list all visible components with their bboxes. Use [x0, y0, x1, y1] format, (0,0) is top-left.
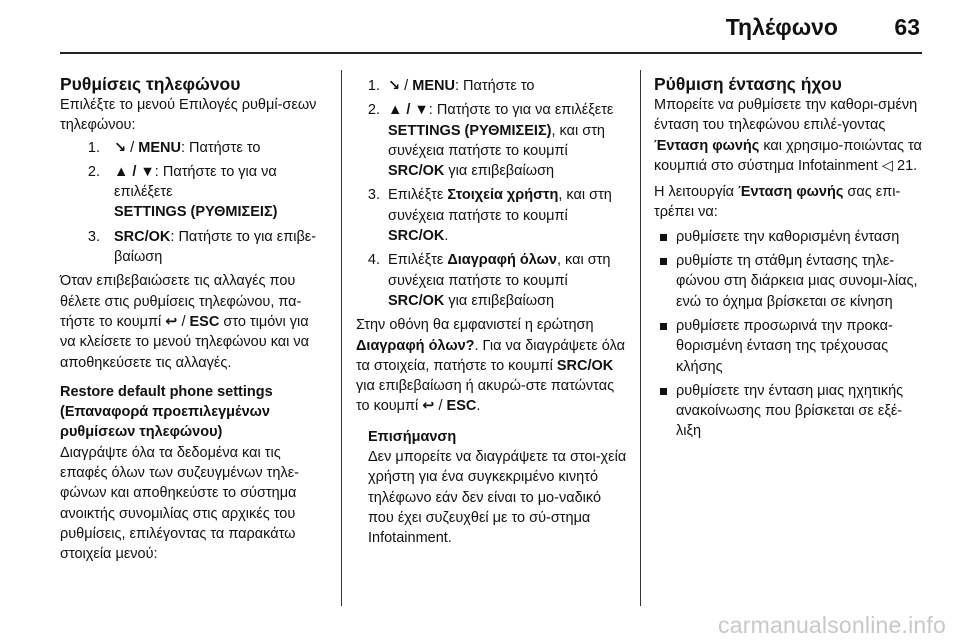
phone-icon: ↘: [114, 139, 127, 156]
list-item: 3. Επιλέξτε Στοιχεία χρήστη, και στη συνέχεια πατήστε το κουμπί SRC/OK.: [367, 187, 612, 245]
list-item: ρυθμίσετε προσωρινά την προκα-θορισμένη ένταση της τρέχουσας κλήσης: [654, 316, 924, 377]
confirm-paragraph: Όταν επιβεβαιώσετε τις αλλαγές που θέλετε στις ρυθμίσεις τηλεφώνου, πα-τήστε το κουμπί ↩ / ESC στο τιμόνι για να κλείσετε το μενού τηλεφώνου και να αποθηκεύσετε τις αλλαγές.: [60, 273, 310, 371]
note-title: Επισήμανση: [368, 428, 457, 445]
list-item: ρυθμίστε τη στάθμη έντασης τηλε-φώνου στη διάρκεια μιας συνομι-λίας, ενώ το όχημα βρίσκεται σε κίνηση: [654, 251, 924, 312]
note-text: Δεν μπορείτε να διαγράψετε τα στοι-χεία χρήστη για ένα συγκεκριμένο κινητό τηλέφωνο εάν δεν είναι το μο-ναδικό που έχει συζευχθεί με το σύ-στημα Infotainment.: [368, 449, 627, 547]
list-item: 3. SRC/OK: Πατήστε το για επιβε-βαίωση: [87, 228, 317, 266]
list-item: ρυθμίσετε την ένταση μιας ηχητικής ανακοίνωσης που βρίσκεται σε εξέ-λιξη: [654, 381, 924, 442]
section-heading-phone-settings: Ρυθμίσεις τηλεφώνου: [60, 74, 241, 94]
page-header: [0, 0, 960, 56]
column-divider: [640, 70, 641, 606]
function-paragraph: Η λειτουργία Ένταση φωνής σας επι-τρέπει να:: [654, 184, 901, 221]
intro-text: Επιλέξτε το μενού Επιλογές ρυθμί-σεων τηλεφώνου:: [60, 97, 317, 134]
restore-paragraph: Διαγράψτε όλα τα δεδομένα και τις επαφές όλων των συζευγμένων τηλε-φώνων και αποθηκεύστε το σύστημα ανοικτής συνομιλίας στις αρχικές του ρυθμίσεις, επιλέγοντας τα παρακάτω στοιχεία μενού:: [60, 444, 299, 563]
note-box: [356, 427, 628, 549]
page-title: Τηλέφωνο: [725, 14, 838, 40]
list-item: 1. ↘ / MENU: Πατήστε το: [60, 138, 328, 158]
steps-list: [60, 138, 328, 268]
list-item: ρυθμίσετε την καθορισμένη ένταση: [654, 227, 924, 247]
steps-list: [356, 76, 628, 311]
arrow-up-down-icon: ▲ / ▼: [388, 102, 429, 119]
back-icon: ↩: [165, 313, 178, 330]
header-rule: [60, 52, 922, 54]
delete-question-paragraph: Στην οθόνη θα εμφανιστεί η ερώτηση Διαγραφή όλων?. Για να διαγράψετε όλα τα στοιχεία, πατήστε το κουμπί SRC/OK για επιβεβαίωση ή ακυρώ-στε πατώντας το κουμπί ↩ / ESC.: [356, 315, 628, 416]
list-item: 4. Επιλέξτε Διαγραφή όλων, και στη συνέχεια πατήστε το κουμπί SRC/OK για επιβεβαίωση: [367, 252, 611, 309]
watermark: carmanualsonline.info: [718, 612, 946, 638]
column-right: [654, 70, 924, 446]
list-item: 1. ↘ / MENU: Πατήστε το: [356, 76, 628, 96]
column-middle: [356, 70, 628, 549]
bullet-list: [654, 227, 924, 442]
volume-paragraph: Μπορείτε να ρυθμίσετε την καθορι-σμένη ένταση του τηλεφώνου επιλέ-γοντας Ένταση φωνής και χρησιμο-ποιώντας τα κουμπιά στο σύστημα Infotainment ◁ 21.: [654, 97, 922, 174]
phone-icon: ↘: [388, 78, 401, 94]
subheading-restore-defaults: Restore default phone settings (Επαναφορά προεπιλεγμένων ρυθμίσεων τηλεφώνου): [60, 383, 273, 441]
arrow-up-down-icon: ▲ / ▼: [114, 163, 155, 180]
back-icon: ↩: [422, 398, 435, 415]
section-heading-volume: Ρύθμιση έντασης ήχου: [654, 74, 842, 94]
page-reference: ◁ 21.: [881, 157, 918, 174]
list-item: 2. ▲ / ▼: Πατήστε το για να επιλέξετε SETTINGS (ΡΥΘΜΙΣΕΙΣ): [87, 163, 278, 221]
column-divider: [341, 70, 342, 606]
list-item: 2. ▲ / ▼: Πατήστε το για να επιλέξετε SETTINGS (ΡΥΘΜΙΣΕΙΣ), και στη συνέχεια πατήστε το κουμπί SRC/OK για επιβεβαίωση: [367, 102, 614, 180]
page-number: 63: [894, 14, 920, 40]
column-left: [60, 70, 328, 565]
